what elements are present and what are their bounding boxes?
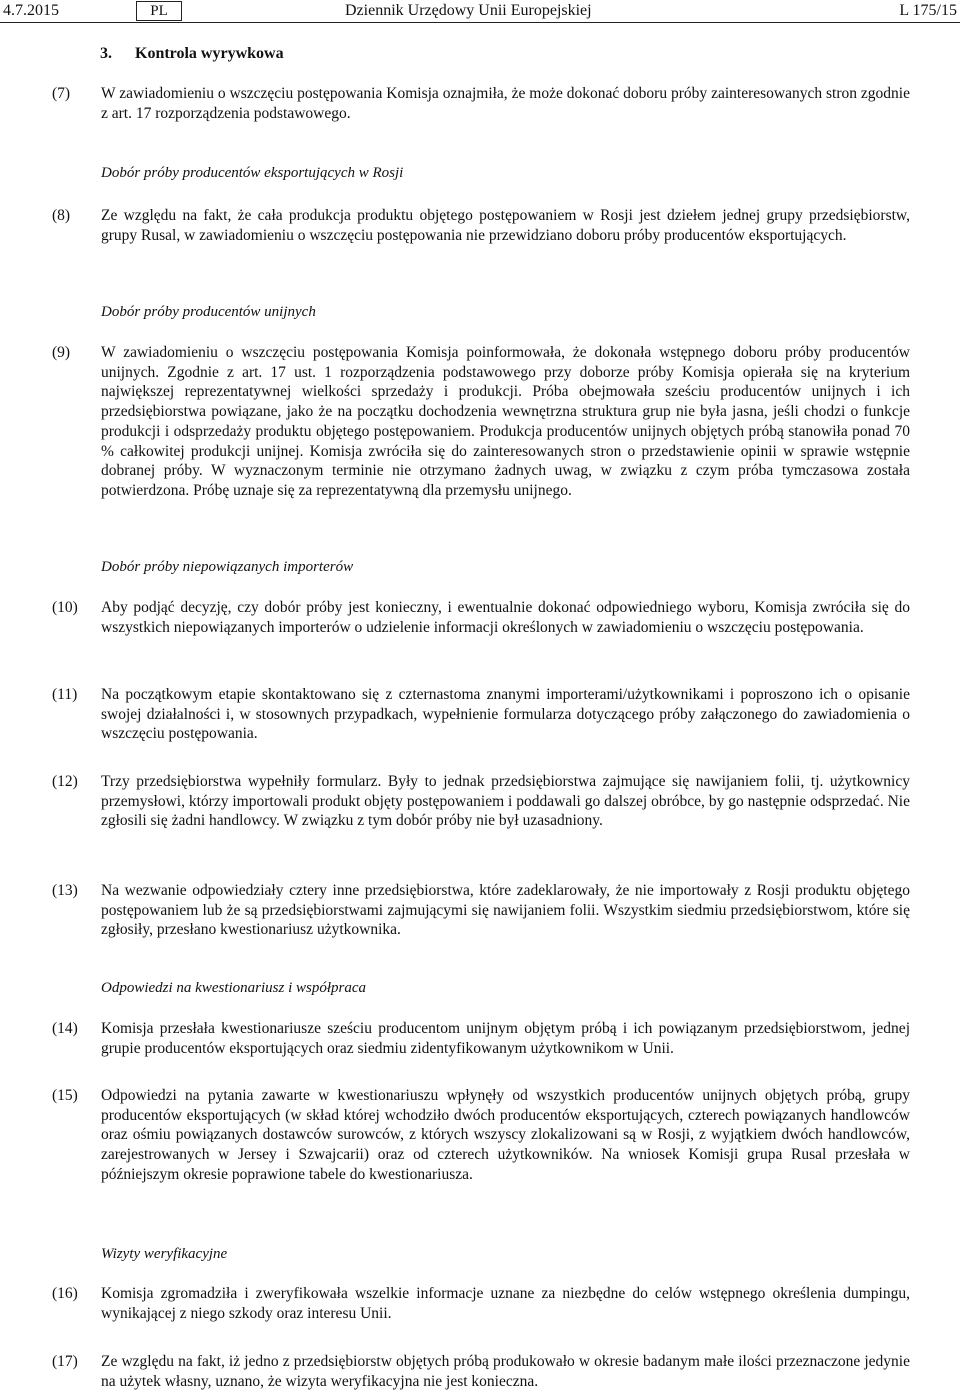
paragraph-text: Odpowiedzi na pytania zawarte w kwestionariuszu wpłynęły od wszystkich producentów unijnych objętych próbą, grupy producentów eksportujących (w skład której wchodziło dwóch producentów eksportujących, czterech powiązanych handlowców oraz ośmiu powiązanych dostawców surowców, z których wszyscy zlokalizowani są w Rosji, z wyjątkiem dwóch handlowców, zarejestrowanych w Jersey i Szwajcarii) oraz od czterech użytkowników. Na wniosek Komisji grupa Rusal przesłała w późniejszym okresie poprawione tabele do kwestionariusza. — [101, 1087, 910, 1183]
paragraph-number: (15) — [52, 1087, 78, 1104]
paragraph-text: Komisja zgromadziła i zweryfikowała wszelkie informacje uznane za niezbędne do celów wstępnego określenia dumpingu, wynikającej z niego szkody oraz interesu Unii. — [101, 1285, 910, 1322]
page-reference: L 175/15 — [899, 2, 957, 19]
section-title: Kontrola wyrywkowa — [135, 45, 284, 62]
paragraph-text: Aby podjąć decyzję, czy dobór próby jest konieczny, i ewentualnie dokonać odpowiedniego wyboru, Komisja zwróciła się do wszystkich niepowiązanych importerów o udzielenie informacji określonych w zawiadomieniu o wszczęciu postępowania. — [101, 599, 910, 636]
language-code-box: PL — [136, 1, 182, 21]
paragraph-number: (13) — [52, 882, 78, 899]
subheading-exporting-producers: Dobór próby producentów eksportujących w Rosji — [101, 165, 404, 181]
paragraph-text: Trzy przedsiębiorstwa wypełniły formularz. Były to jednak przedsiębiorstwa zajmujące się nawijaniem folii, tj. użytkownicy przemysłowi, którzy importowali produkt objęty postępowaniem i poddawali go dalszej obróbce, by go następnie odsprzedać. Nie zgłosili się żadni handlowcy. W związku z tym dobór próby nie był uzasadniony. — [101, 773, 910, 830]
paragraph-text: W zawiadomieniu o wszczęciu postępowania Komisja oznajmiła, że może dokonać doboru próby zainteresowanych stron zgodnie z art. 17 rozporządzenia podstawowego. — [101, 85, 910, 122]
section-number: 3. — [100, 45, 112, 62]
subheading-union-producers: Dobór próby producentów unijnych — [101, 304, 316, 320]
paragraph-text: Ze względu na fakt, że cała produkcja produktu objętego postępowaniem w Rosji jest dziełem jednej grupy przedsiębiorstw, grupy Rusal, w zawiadomieniu o wszczęciu postępowania nie przewidziano doboru próby producentów eksportujących. — [101, 207, 910, 244]
paragraph-text: Komisja przesłała kwestionariusze sześciu producentom unijnym objętym próbą i ich powiązanym przedsiębiorstwom, jednej grupie producentów eksportujących oraz siedmiu zidentyfikowanym użytkownikom w Unii. — [101, 1020, 910, 1057]
paragraph-number: (11) — [52, 686, 78, 703]
paragraph-number: (10) — [52, 599, 78, 616]
subheading-questionnaire-replies: Odpowiedzi na kwestionariusz i współpraca — [101, 980, 367, 996]
subheading-unrelated-importers: Dobór próby niepowiązanych importerów — [101, 559, 354, 575]
publication-date: 4.7.2015 — [3, 2, 59, 19]
subheading-verification-visits: Wizyty weryfikacyjne — [101, 1246, 228, 1262]
paragraph-number: (16) — [52, 1285, 78, 1302]
paragraph-number: (7) — [52, 85, 71, 102]
paragraph-number: (17) — [52, 1353, 78, 1370]
paragraph-text: Na wezwanie odpowiedziały cztery inne przedsiębiorstwa, które zadeklarowały, że nie importowały z Rosji produktu objętego postępowaniem lub że są przedsiębiorstwami zajmującymi się nawijaniem folii. Wszystkim siedmiu przedsiębiorstwom, które się zgłosiły, przesłano kwestionariusz użytkownika. — [101, 882, 910, 939]
page-header — [0, 0, 960, 23]
paragraph-number: (12) — [52, 773, 78, 790]
paragraph-text: Na początkowym etapie skontaktowano się z czternastoma znanymi importerami/użytkownikami i poproszono ich o opisanie swojej działalności i, w stosownych przypadkach, wypełnienie formularza dotyczącego próby załączonego do zawiadomienia o wszczęciu postępowania. — [101, 686, 910, 743]
journal-title: Dziennik Urzędowy Unii Europejskiej — [345, 2, 592, 19]
paragraph-text: Ze względu na fakt, iż jedno z przedsiębiorstw objętych próbą produkowało w okresie badanym małe ilości przeznaczone jedynie na użytek własny, uznano, że wizyta weryfikacyjna nie jest konieczna. — [101, 1353, 910, 1390]
paragraph-number: (8) — [52, 207, 71, 224]
paragraph-text: W zawiadomieniu o wszczęciu postępowania Komisja poinformowała, że dokonała wstępnego doboru próby producentów unijnych. Zgodnie z art. 17 ust. 1 rozporządzenia podstawowego przy doborze próby Komisja opierała się na kryterium największej reprezentatywnej wielkości sprzedaży i produkcji. Próba obejmowała sześciu producentów unijnych i ich przedsiębiorstwa powiązane, jako że na początku dochodzenia wewnętrzna struktura grup nie była jasna, jeśli chodzi o funkcje produkcji i odsprzedaży produktu objętego postępowaniem. Produkcja producentów unijnych objętych próbą stanowiła ponad 70 % całkowitej produkcji unijnej. Komisja zwróciła się do zainteresowanych stron o przedstawienie opinii w sprawie wstępnie dobranej próby. W wyznaczonym terminie nie otrzymano żadnych uwag, w związku z czym próba tymczasowa została potwierdzona. Próbę uznaje się za reprezentatywną dla przemysłu unijnego. — [101, 344, 910, 499]
paragraph-number: (9) — [52, 344, 71, 361]
section-heading — [101, 44, 284, 64]
paragraph-number: (14) — [52, 1020, 78, 1037]
